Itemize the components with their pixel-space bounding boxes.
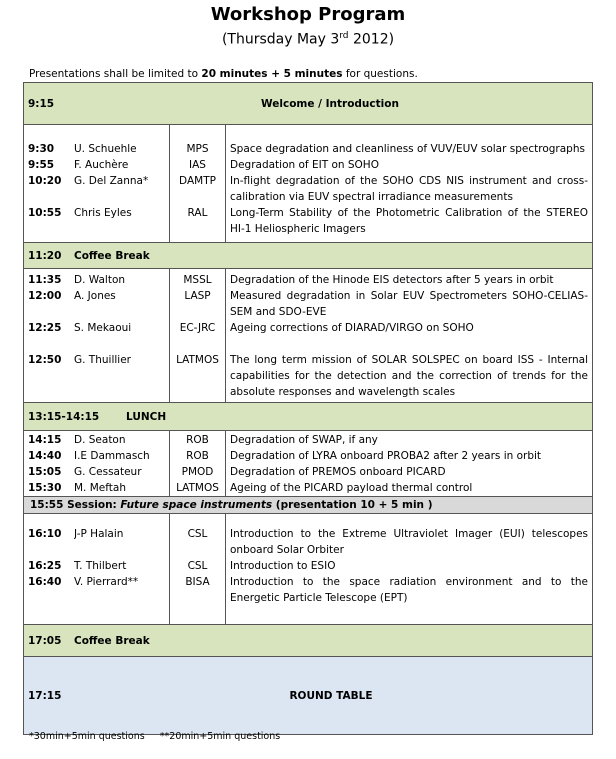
session-block-4 — [24, 514, 593, 625]
speaker-name: V. Pierrard** — [74, 576, 139, 588]
page-title: Workshop Program — [210, 4, 406, 25]
break-time: 17:05 — [28, 635, 62, 647]
table-row — [28, 558, 165, 574]
talk-title: Ageing corrections of DIARAD/VIRGO on SOHO — [230, 322, 474, 334]
talk-time: 10:55 — [28, 207, 62, 219]
institute: RAL — [187, 207, 208, 219]
talk-title: Degradation of LYRA onboard PROBA2 after 2 years in orbit — [230, 450, 542, 462]
round-table-row — [24, 657, 593, 735]
subtitle-year: 2012) — [348, 31, 395, 48]
talk-time: 12:50 — [28, 354, 62, 366]
session-theme: Future space instruments — [120, 499, 273, 511]
talk-title: Ageing of the PICARD payload thermal control — [230, 482, 473, 494]
talk-time: 9:55 — [28, 159, 55, 171]
speaker-name: T. Thilbert — [74, 560, 127, 572]
table-row — [28, 173, 165, 189]
speaker-name: D. Walton — [74, 274, 126, 286]
intro-limit: 20 minutes + 5 minutes — [201, 68, 343, 80]
table-row — [28, 574, 165, 590]
speaker-name: G. Cessateur — [74, 466, 142, 478]
lunch-label: LUNCH — [126, 411, 167, 423]
institute: CSL — [187, 560, 208, 572]
talk-time: 12:00 — [28, 290, 62, 302]
institute: LATMOS — [176, 354, 219, 366]
lunch-time: 13:15-14:15 — [28, 411, 100, 423]
talk-title: The long term mission of SOLAR SOLSPEC on board ISS - Internal capabilities for the detection and the correction of trends for the absolute responses and wavelength scales — [230, 354, 588, 398]
talk-title: Degradation of SWAP, if any — [230, 434, 378, 446]
table-row — [28, 480, 165, 496]
institute: MSSL — [183, 274, 212, 286]
round-table-time: 17:15 — [28, 690, 62, 702]
talk-time: 10:20 — [28, 175, 62, 187]
talk-title: In-flight degradation of the SOHO CDS NIS instrument and cross-calibration via EUV spectral irradiance measurements — [230, 175, 588, 203]
speaker-name: I.E Dammasch — [74, 450, 150, 462]
table-row — [28, 205, 165, 221]
talk-time: 14:15 — [28, 434, 62, 446]
break-time: 11:20 — [28, 250, 62, 262]
welcome-time: 9:15 — [28, 98, 55, 110]
table-row — [28, 526, 165, 542]
speaker-name: D. Seaton — [74, 434, 126, 446]
talk-title: Measured degradation in Solar EUV Spectrometers SOHO-CELIAS-SEM and SDO-EVE — [230, 290, 588, 318]
speaker-name: J-P Halain — [74, 528, 124, 540]
talk-title: Degradation of the Hinode EIS detectors after 5 years in orbit — [230, 274, 554, 286]
table-row — [28, 320, 165, 336]
speaker-name: S. Mekaoui — [74, 322, 132, 334]
talk-title: Introduction to the space radiation environment and to the Energetic Particle Telescope (EPT) — [230, 576, 588, 604]
talk-time: 15:30 — [28, 482, 62, 494]
table-row — [28, 464, 165, 480]
speaker-name: G. Del Zanna* — [74, 175, 149, 187]
page-subtitle — [0, 27, 616, 49]
talk-time: 15:05 — [28, 466, 62, 478]
talk-title: Degradation of PREMOS onboard PICARD — [230, 466, 446, 478]
break-label: Coffee Break — [74, 635, 150, 647]
table-row — [28, 288, 165, 304]
intro-text: Presentations shall be limited to — [29, 68, 202, 80]
welcome-label: Welcome / Introduction — [261, 98, 399, 110]
break-label: Coffee Break — [74, 250, 150, 262]
talk-title: Introduction to the Extreme Ultraviolet Imager (EUI) telescopes onboard Solar Orbiter — [230, 528, 588, 556]
talk-time: 16:10 — [28, 528, 62, 540]
session-format: (presentation 10 + 5 min ) — [272, 499, 433, 511]
talk-title: Introduction to ESIO — [230, 560, 336, 572]
institute: EC-JRC — [179, 322, 216, 334]
institute: ROB — [186, 434, 209, 446]
speaker-name: U. Schuehle — [74, 143, 137, 155]
speaker-name: M. Meftah — [74, 482, 126, 494]
session-header-row — [24, 497, 593, 514]
institute: LASP — [184, 290, 211, 302]
round-table-label: ROUND TABLE — [289, 690, 373, 702]
intro-note — [29, 67, 418, 81]
table-row — [28, 272, 165, 288]
talk-title: Degradation of EIT on SOHO — [230, 159, 379, 171]
talk-title: Long-Term Stability of the Photometric Calibration of the STEREO HI-1 Heliospheric Imagers — [230, 207, 588, 235]
subtitle-ordinal: rd — [339, 31, 349, 41]
institute: LATMOS — [176, 482, 219, 494]
table-row — [28, 157, 165, 173]
talk-time: 11:35 — [28, 274, 62, 286]
speaker-name: F. Auchère — [74, 159, 129, 171]
institute: BISA — [185, 576, 210, 588]
institute: IAS — [189, 159, 206, 171]
talk-time: 14:40 — [28, 450, 62, 462]
table-row — [28, 141, 165, 157]
footnote: *30min+5min questions **20min+5min questions — [29, 731, 281, 742]
speaker-name: G. Thuillier — [74, 354, 131, 366]
talk-time: 9:30 — [28, 143, 55, 155]
session-label: 15:55 Session: — [30, 499, 121, 511]
session-block-2 — [24, 269, 593, 403]
table-row — [28, 352, 165, 368]
institute: DAMTP — [179, 175, 216, 187]
table-row — [28, 448, 165, 464]
talk-time: 12:25 — [28, 322, 62, 334]
coffee-break-row — [24, 243, 593, 269]
subtitle-date: (Thursday May 3 — [221, 31, 340, 48]
session-block-1 — [24, 125, 593, 243]
program-table — [23, 82, 593, 735]
table-row — [28, 432, 165, 448]
coffee-break-row — [24, 625, 593, 657]
lunch-row — [24, 403, 593, 431]
intro-text-end: for questions. — [342, 68, 418, 80]
talk-time: 16:40 — [28, 576, 62, 588]
speaker-name: A. Jones — [74, 290, 116, 302]
institute: ROB — [186, 450, 209, 462]
speaker-name: Chris Eyles — [74, 207, 132, 219]
institute: MPS — [186, 143, 209, 155]
institute: CSL — [187, 528, 208, 540]
welcome-row — [24, 83, 593, 125]
talk-title: Space degradation and cleanliness of VUV/EUV solar spectrographs — [230, 143, 585, 155]
talk-time: 16:25 — [28, 560, 62, 572]
institute: PMOD — [181, 466, 214, 478]
session-block-3 — [24, 431, 593, 497]
